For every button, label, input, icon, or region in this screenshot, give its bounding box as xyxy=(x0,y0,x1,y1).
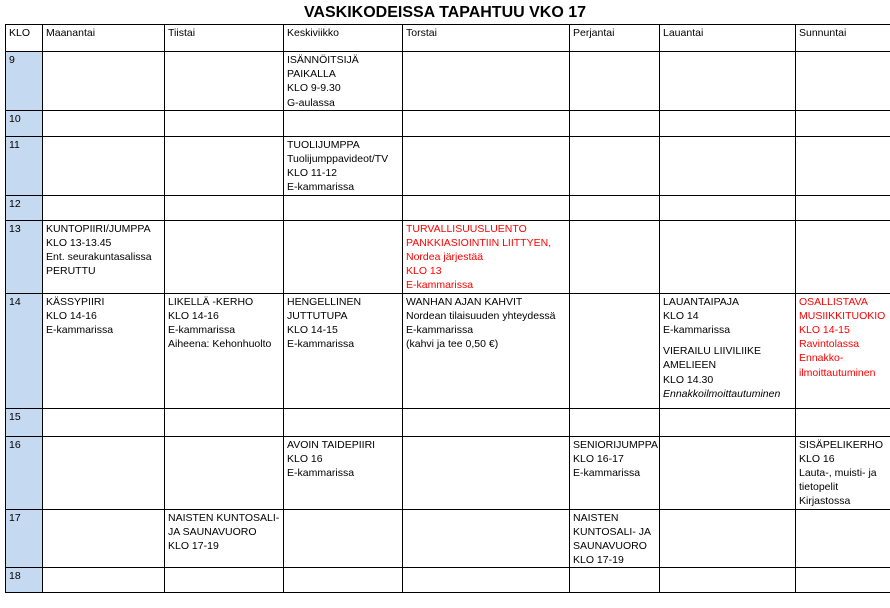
event-title: SAUNAVUORO xyxy=(573,540,647,553)
event-title: TUOLIJUMPPA xyxy=(287,138,360,151)
cell-tue-18 xyxy=(165,568,284,593)
event-location: G-aulassa xyxy=(287,96,335,109)
cell-sat-16 xyxy=(660,436,796,509)
cell-tue-12 xyxy=(165,195,284,220)
event-time: KLO 16-17 xyxy=(573,452,624,465)
cell-thu-9 xyxy=(403,52,570,111)
event-time: KLO 13-13.45 xyxy=(46,236,112,249)
cell-mon-13 xyxy=(43,220,165,293)
cell-sun-17 xyxy=(796,509,890,568)
cell-thu-16 xyxy=(403,436,570,509)
cell-wed-9 xyxy=(284,52,403,111)
header-row xyxy=(6,25,890,52)
event-organizer: Nordea järjestää xyxy=(406,251,484,264)
event-location: E-kammarissa xyxy=(663,324,731,337)
event-time: KLO 11-12 xyxy=(287,167,338,180)
header-thursday: Torstai xyxy=(403,25,570,52)
cell-thu-13 xyxy=(403,220,570,293)
hour-row-16 xyxy=(6,436,890,509)
event-title: AMELIEEN xyxy=(663,359,717,372)
cell-sat-9 xyxy=(660,52,796,111)
hour-row-15 xyxy=(6,408,890,436)
hour-cell: 12 xyxy=(6,195,43,220)
cell-sun-11 xyxy=(796,136,890,195)
event-location: E-kammarissa xyxy=(573,467,641,480)
cell-sun-15 xyxy=(796,408,890,436)
cell-fri-15 xyxy=(570,408,660,436)
hour-row-9 xyxy=(6,52,890,111)
cell-fri-10 xyxy=(570,110,660,136)
event-time: KLO 17-19 xyxy=(168,540,219,553)
cell-mon-14 xyxy=(43,293,165,408)
header-sunday: Sunnuntai xyxy=(796,25,890,52)
cell-thu-15 xyxy=(403,408,570,436)
cell-thu-17 xyxy=(403,509,570,568)
event-location: E-kammarissa xyxy=(406,279,474,292)
cell-sun-13 xyxy=(796,220,890,293)
cell-thu-18 xyxy=(403,568,570,593)
event-description: tietopelit xyxy=(799,481,839,494)
cell-mon-11 xyxy=(43,136,165,195)
event-title: HENGELLINEN xyxy=(287,295,362,308)
event-registration: ilmoittautuminen xyxy=(799,366,876,379)
event-time: KLO 9-9.30 xyxy=(287,82,341,95)
event-time: KLO 14-15 xyxy=(799,324,850,337)
cell-sat-11 xyxy=(660,136,796,195)
cell-sat-18 xyxy=(660,568,796,593)
cell-fri-18 xyxy=(570,568,660,593)
cell-mon-10 xyxy=(43,110,165,136)
event-title: NAISTEN KUNTOSALI- xyxy=(168,511,280,524)
cell-tue-16 xyxy=(165,436,284,509)
header-wednesday: Keskiviikko xyxy=(284,25,403,52)
cell-sun-18 xyxy=(796,568,890,593)
cell-sat-17 xyxy=(660,509,796,568)
cell-wed-13 xyxy=(284,220,403,293)
event-registration: Ennakko- xyxy=(799,352,844,365)
cell-mon-18 xyxy=(43,568,165,593)
hour-row-17 xyxy=(6,509,890,568)
event-description: Lauta-, muisti- ja xyxy=(799,467,877,480)
event-time: KLO 16 xyxy=(287,452,323,465)
cell-wed-16 xyxy=(284,436,403,509)
hour-cell: 10 xyxy=(6,110,43,136)
cell-mon-12 xyxy=(43,195,165,220)
event-title: VIERAILU LIIVILIIKE xyxy=(663,345,762,358)
cell-wed-11 xyxy=(284,136,403,195)
event-title: NAISTEN xyxy=(573,511,619,524)
event-title: LIKELLÄ -KERHO xyxy=(168,295,254,308)
event-time: KLO 14 xyxy=(663,309,699,322)
cell-tue-9 xyxy=(165,52,284,111)
cell-mon-17 xyxy=(43,509,165,568)
cell-tue-13 xyxy=(165,220,284,293)
hour-cell: 13 xyxy=(6,220,43,293)
cell-wed-18 xyxy=(284,568,403,593)
hour-cell: 9 xyxy=(6,52,43,111)
hour-cell: 14 xyxy=(6,293,43,408)
cell-wed-10 xyxy=(284,110,403,136)
event-registration: Ennakkoilmoittautuminen xyxy=(663,387,781,400)
event-status: PERUTTU xyxy=(46,265,96,278)
event-location: E-kammarissa xyxy=(406,324,474,337)
cell-wed-14 xyxy=(284,293,403,408)
cell-mon-16 xyxy=(43,436,165,509)
event-location: E-kammarissa xyxy=(287,181,355,194)
cell-tue-17 xyxy=(165,509,284,568)
cell-fri-14 xyxy=(570,293,660,408)
cell-sat-12 xyxy=(660,195,796,220)
event-title: TURVALLISUUSLUENTO xyxy=(406,222,527,235)
cell-tue-15 xyxy=(165,408,284,436)
hour-cell: 18 xyxy=(6,568,43,593)
event-time: KLO 17-19 xyxy=(573,554,624,567)
schedule-table xyxy=(5,24,890,593)
cell-fri-11 xyxy=(570,136,660,195)
cell-mon-9 xyxy=(43,52,165,111)
hour-row-12 xyxy=(6,195,890,220)
event-title: PANKKIASIOINTIIN LIITTYEN, xyxy=(406,236,552,249)
event-topic: Aiheena: Kehonhuolto xyxy=(168,338,272,351)
cell-tue-10 xyxy=(165,110,284,136)
hour-row-10 xyxy=(6,110,890,136)
event-title: SENIORIJUMPPA xyxy=(573,438,658,451)
event-title: MUSIIKKITUOKIO xyxy=(799,309,886,322)
cell-wed-15 xyxy=(284,408,403,436)
event-time: KLO 14-16 xyxy=(168,309,219,322)
event-title: JA SAUNAVUORO xyxy=(168,525,257,538)
event-location: Kirjastossa xyxy=(799,495,851,508)
header-saturday: Lauantai xyxy=(660,25,796,52)
header-klo: KLO xyxy=(6,25,43,52)
cell-sat-14 xyxy=(660,293,796,408)
event-title: KÄSSYPIIRI xyxy=(46,295,105,308)
event-title: AVOIN TAIDEPIIRI xyxy=(287,438,376,451)
header-friday: Perjantai xyxy=(570,25,660,52)
event-price: (kahvi ja tee 0,50 €) xyxy=(406,338,499,351)
hour-row-14 xyxy=(6,293,890,408)
cell-sun-9 xyxy=(796,52,890,111)
event-time: KLO 14.30 xyxy=(663,373,714,386)
hour-cell: 11 xyxy=(6,136,43,195)
event-title: KUNTOPIIRI/JUMPPA xyxy=(46,222,151,235)
cell-sun-14 xyxy=(796,293,890,408)
hour-cell: 16 xyxy=(6,436,43,509)
event-location: E-kammarissa xyxy=(287,338,355,351)
hour-row-18 xyxy=(6,568,890,593)
cell-fri-9 xyxy=(570,52,660,111)
event-title: SISÄPELIKERHO xyxy=(799,438,884,451)
cell-thu-12 xyxy=(403,195,570,220)
cell-sat-13 xyxy=(660,220,796,293)
page-title: VASKIKODEISSA TAPAHTUU VKO 17 xyxy=(303,4,587,21)
cell-sun-12 xyxy=(796,195,890,220)
cell-thu-14 xyxy=(403,293,570,408)
cell-thu-10 xyxy=(403,110,570,136)
header-monday: Maanantai xyxy=(43,25,165,52)
event-time: KLO 16 xyxy=(799,452,835,465)
cell-wed-17 xyxy=(284,509,403,568)
event-location: E-kammarissa xyxy=(168,324,236,337)
event-location: E-kammarissa xyxy=(46,324,114,337)
event-subtitle: Nordean tilaisuuden yhteydessä xyxy=(406,309,556,322)
hour-row-11 xyxy=(6,136,890,195)
event-title: WANHAN AJAN KAHVIT xyxy=(406,295,523,308)
spacer xyxy=(663,337,792,344)
hour-cell: 15 xyxy=(6,408,43,436)
event-title: KUNTOSALI- JA xyxy=(573,525,651,538)
event-location: Ravintolassa xyxy=(799,338,860,351)
cell-mon-15 xyxy=(43,408,165,436)
cell-fri-12 xyxy=(570,195,660,220)
header-tuesday: Tiistai xyxy=(165,25,284,52)
event-time: KLO 14-15 xyxy=(287,324,338,337)
event-subtitle: Tuolijumppavideot/TV xyxy=(287,153,389,166)
hour-cell: 17 xyxy=(6,509,43,568)
event-title: JUTTUTUPA xyxy=(287,309,348,322)
event-location: E-kammarissa xyxy=(287,467,355,480)
event-title: LAUANTAIPAJA xyxy=(663,295,740,308)
cell-sun-16 xyxy=(796,436,890,509)
cell-tue-14 xyxy=(165,293,284,408)
event-title: OSALLISTAVA xyxy=(799,295,868,308)
event-time: KLO 13 xyxy=(406,265,442,278)
event-title: ISÄNNÖITSIJÄ xyxy=(287,54,359,66)
event-time: KLO 14-16 xyxy=(46,309,97,322)
cell-sat-10 xyxy=(660,110,796,136)
event-location: Ent. seurakuntasalissa xyxy=(46,251,152,264)
cell-fri-17 xyxy=(570,509,660,568)
cell-tue-11 xyxy=(165,136,284,195)
cell-fri-16 xyxy=(570,436,660,509)
cell-sat-15 xyxy=(660,408,796,436)
cell-thu-11 xyxy=(403,136,570,195)
event-title: PAIKALLA xyxy=(287,68,336,81)
cell-wed-12 xyxy=(284,195,403,220)
cell-fri-13 xyxy=(570,220,660,293)
hour-row-13 xyxy=(6,220,890,293)
cell-sun-10 xyxy=(796,110,890,136)
